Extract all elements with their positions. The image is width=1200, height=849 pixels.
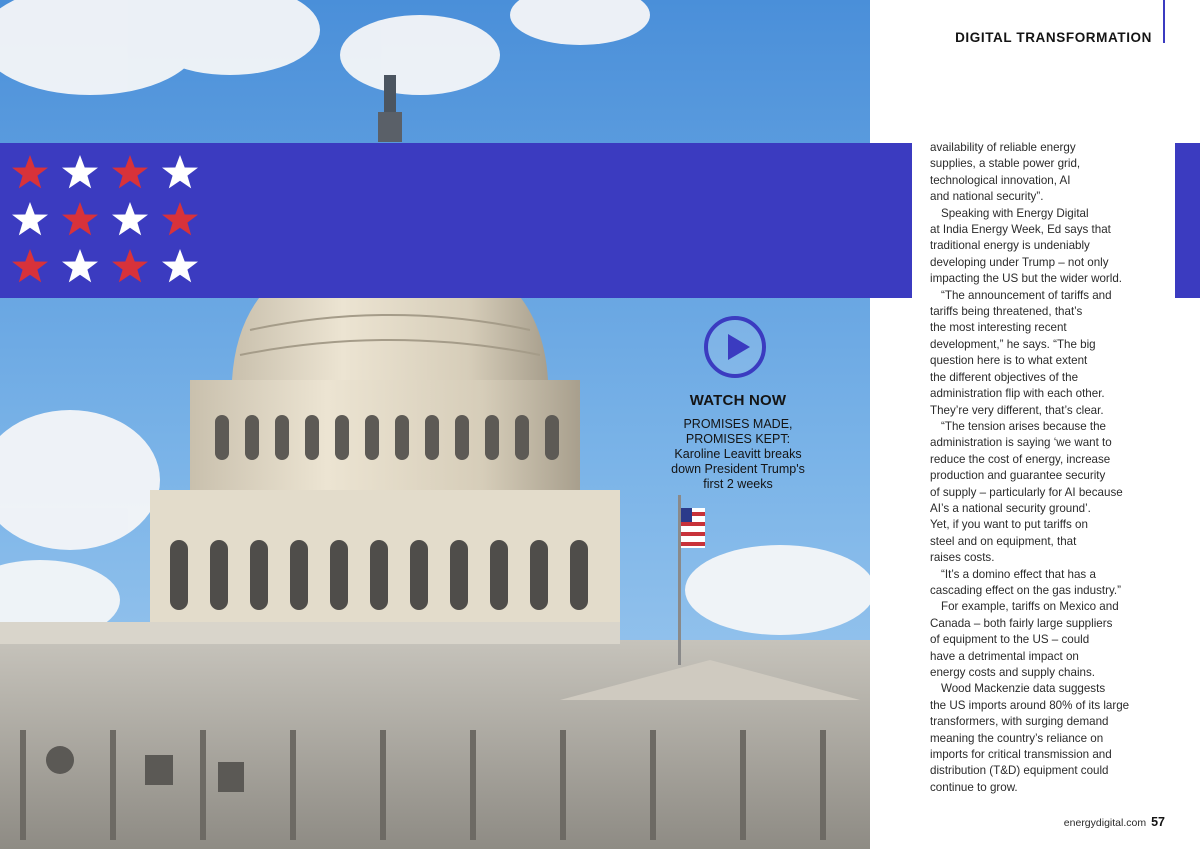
article-line: of equipment to the US – could [930, 633, 1090, 647]
page-number: 57 [1151, 815, 1165, 829]
article-line: cascading effect on the gas industry.” [930, 583, 1121, 597]
article-line: transformers, with surging demand [930, 715, 1109, 729]
article-line: the most interesting recent [930, 321, 1067, 335]
article-line: administration is saying ‘we want to [930, 436, 1112, 450]
star-icon [60, 247, 100, 287]
star-icon [110, 247, 150, 287]
article-line: Wood Mackenzie data suggests [941, 682, 1106, 696]
article-line: have a detrimental impact on [930, 649, 1079, 663]
article-line: “The tension arises because the [941, 419, 1106, 433]
article-line: meaning the country’s reliance on [930, 731, 1104, 745]
star-icon [160, 153, 200, 193]
article-line: energy costs and supply chains. [930, 666, 1095, 679]
article-line: availability of reliable energy [930, 141, 1076, 154]
article-line: at India Energy Week, Ed says that [930, 223, 1111, 237]
play-video-button[interactable] [703, 315, 767, 379]
watch-now-link[interactable]: WATCH NOW [689, 392, 787, 409]
article-line: reduce the cost of energy, increase [930, 452, 1111, 466]
article-line: distribution (T&D) equipment could [930, 764, 1109, 778]
article-line: They’re very different, that’s clear. [930, 403, 1104, 417]
article-line: tariffs being threatened, that’s [930, 305, 1083, 319]
video-title-line: Karoline Leavitt breaks [674, 447, 802, 461]
article-line: AI’s a national security ground’. [930, 501, 1091, 515]
site-url[interactable]: energydigital.com [1063, 817, 1147, 829]
article-line: continue to grow. [930, 780, 1018, 794]
video-title-line: first 2 weeks [703, 477, 773, 491]
article-line: “It’s a domino effect that has a [941, 567, 1096, 581]
star-icon [160, 200, 200, 240]
article-line: raises costs. [930, 551, 995, 565]
page-footer [1064, 815, 1165, 829]
section-title: DIGITAL TRANSFORMATION [955, 30, 1152, 45]
play-icon [703, 315, 767, 379]
article-line: traditional energy is undeniably [930, 239, 1090, 253]
article-line: Speaking with Energy Digital [941, 206, 1089, 220]
article-body [930, 140, 1165, 796]
video-title-line: PROMISES KEPT: [685, 432, 791, 446]
star-icon [60, 153, 100, 193]
article-line: and national security”. [930, 190, 1044, 204]
article-line: production and guarantee security [930, 469, 1106, 483]
star-icon [60, 200, 100, 240]
video-title-line: down President Trump's [671, 462, 805, 476]
article-line: question here is to what extent [930, 354, 1088, 368]
article-line: Yet, if you want to put tariffs on [930, 518, 1088, 532]
star-icon [110, 200, 150, 240]
article-line: “The announcement of tariffs and [941, 288, 1112, 302]
star-icon [10, 200, 50, 240]
article-line: development,” he says. “The big [930, 337, 1096, 351]
article-line: Canada – both fairly large suppliers [930, 616, 1113, 630]
article-line: of supply – particularly for AI because [930, 485, 1123, 499]
stars-grid [10, 153, 205, 293]
video-title [658, 417, 818, 492]
accent-bar [1175, 143, 1200, 298]
article-line: the US imports around 80% of its large [930, 698, 1130, 712]
star-icon [160, 247, 200, 287]
star-banner [0, 143, 912, 298]
star-icon [10, 247, 50, 287]
article-line: administration flip with each other. [930, 387, 1105, 401]
article-line: the different objectives of the [930, 370, 1079, 384]
article-line: supplies, a stable power grid, [930, 157, 1081, 171]
star-icon [10, 153, 50, 193]
article-line: developing under Trump – not only [930, 255, 1109, 269]
header-rule [1163, 0, 1165, 43]
video-title-line: PROMISES MADE, [683, 417, 793, 431]
star-icon [110, 153, 150, 193]
article-line: For example, tariffs on Mexico and [941, 600, 1119, 614]
article-line: steel and on equipment, that [930, 534, 1077, 548]
article-line: impacting the US but the wider world. [930, 272, 1123, 286]
article-line: technological innovation, AI [930, 173, 1071, 187]
article-line: imports for critical transmission and [930, 748, 1112, 762]
